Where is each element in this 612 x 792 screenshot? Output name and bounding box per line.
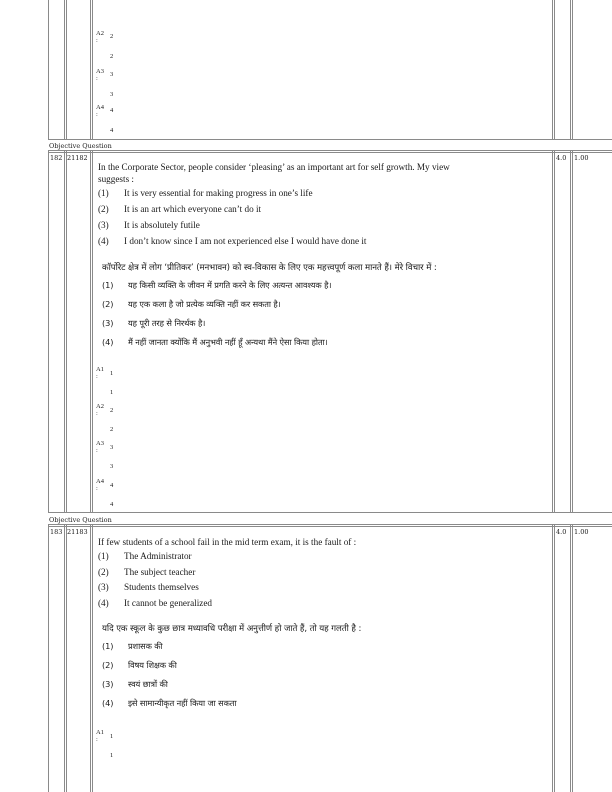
answer-colon: : <box>96 75 98 82</box>
table-border-left <box>48 524 49 792</box>
answer-value: 3 <box>110 444 114 451</box>
table-border <box>570 524 571 792</box>
table-border <box>90 0 91 139</box>
option-en: (2) It is an art which everyone can’t do it <box>98 204 262 214</box>
answer-value: 4 <box>110 482 114 489</box>
option-en: (4) I don’t know since I am not experienced else I would have done it <box>98 236 367 246</box>
table-border <box>554 0 555 139</box>
serial-number: 183 <box>50 528 63 536</box>
table-border <box>66 0 67 139</box>
answer-colon: : <box>96 410 98 417</box>
answer-colon: : <box>96 373 98 380</box>
answer-colon: : <box>96 37 98 44</box>
table-border <box>554 524 555 792</box>
row-divider <box>48 524 612 525</box>
table-border <box>572 524 573 792</box>
answer-label: A2 <box>96 403 104 410</box>
answer-value: 3 <box>110 71 114 78</box>
table-border <box>92 0 93 139</box>
option-en: (3) It is absolutely futile <box>98 220 200 230</box>
option-hi: (1) प्रशासक की <box>102 641 163 651</box>
answer-sub-value: 3 <box>110 91 114 98</box>
table-border <box>90 150 91 512</box>
answer-sub-value: 1 <box>110 752 114 759</box>
answer-value: 4 <box>110 107 114 114</box>
answer-label: A1 <box>96 729 104 736</box>
option-hi: (3) स्वयं छात्रों की <box>102 679 168 689</box>
option-hi: (1) यह किसी व्यक्ति के जीवन में प्रगति करने के लिए अत्यन्त आवश्यक है। <box>102 280 332 290</box>
table-border <box>90 524 91 792</box>
answer-value: 1 <box>110 733 114 740</box>
answer-sub-value: 4 <box>110 127 114 134</box>
negative-marks: 1.00 <box>574 528 589 536</box>
table-border <box>552 524 553 792</box>
answer-sub-value: 2 <box>110 426 114 433</box>
option-hi: (4) मैं नहीं जानता क्योंकि मैं अनुभवी नहीं हूँ अन्यथा मैंने ऐसा किया होता। <box>102 337 328 347</box>
row-divider <box>48 526 612 527</box>
answer-sub-value: 3 <box>110 463 114 470</box>
option-hi: (2) यह एक कला है जो प्रत्येक व्यक्ति नहीं कर सकता है। <box>102 299 281 309</box>
answer-value: 2 <box>110 407 114 414</box>
row-divider <box>48 139 612 140</box>
option-hi: (3) यह पूरी तरह से निरर्थक है। <box>102 318 206 328</box>
option-hi: (4) इसे सामान्यीकृत नहीं किया जा सकता <box>102 698 237 708</box>
table-border <box>570 150 571 512</box>
table-border <box>64 0 65 139</box>
answer-label: A4 <box>96 478 104 485</box>
table-border <box>554 150 555 512</box>
table-border-left <box>48 0 49 139</box>
table-border <box>552 0 553 139</box>
answer-sub-value: 1 <box>110 389 114 396</box>
question-id: 21183 <box>67 528 88 536</box>
row-divider <box>48 512 612 513</box>
table-border <box>572 0 573 139</box>
marks: 4.0 <box>556 528 567 536</box>
answer-value: 1 <box>110 370 114 377</box>
table-border <box>66 524 67 792</box>
option-en: (1) It is very essential for making progress in one’s life <box>98 188 313 198</box>
serial-number: 182 <box>50 154 63 162</box>
question-id: 21182 <box>67 154 88 162</box>
answer-label: A3 <box>96 68 104 75</box>
answer-colon: : <box>96 485 98 492</box>
table-border-left <box>48 150 49 512</box>
table-border <box>66 150 67 512</box>
answer-label: A1 <box>96 366 104 373</box>
table-border <box>92 524 93 792</box>
answer-value: 2 <box>110 33 114 40</box>
answer-colon: : <box>96 736 98 743</box>
answer-label: A4 <box>96 104 104 111</box>
answer-colon: : <box>96 447 98 454</box>
table-border <box>64 150 65 512</box>
question-text-en-cont: suggests : <box>98 174 134 184</box>
answer-sub-value: 2 <box>110 53 114 60</box>
option-en: (3) Students themselves <box>98 582 199 592</box>
negative-marks: 1.00 <box>574 154 589 162</box>
question-text-hi: यदि एक स्कूल के कुछ छात्र मध्यावधि परीक्षा में अनुत्तीर्ण हो जाते हैं, तो यह गलती है : <box>102 624 362 634</box>
question-type-header: Objective Question <box>49 142 112 150</box>
question-text-en: If few students of a school fail in the mid term exam, it is the fault of : <box>98 537 357 547</box>
option-en: (2) The subject teacher <box>98 567 196 577</box>
question-text-en: In the Corporate Sector, people consider ‘pleasing’ as an important art for self growth. My view <box>98 162 450 172</box>
marks: 4.0 <box>556 154 567 162</box>
question-text-hi: कॉर्पोरेट क्षेत्र में लोग ‘प्रीतिकर’ (मनभावन) को स्व-विकास के लिए एक महत्त्वपूर्ण कला मानते हैं। मेरे विचार में : <box>102 263 437 273</box>
table-border <box>64 524 65 792</box>
table-border <box>570 0 571 139</box>
question-type-header: Objective Question <box>49 516 112 524</box>
table-border <box>572 150 573 512</box>
row-divider <box>48 152 612 153</box>
answer-sub-value: 4 <box>110 501 114 508</box>
table-border <box>92 150 93 512</box>
option-en: (4) It cannot be generalized <box>98 598 212 608</box>
option-hi: (2) विषय शिक्षक की <box>102 660 177 670</box>
row-divider <box>48 150 612 151</box>
answer-label: A2 <box>96 30 104 37</box>
answer-colon: : <box>96 111 98 118</box>
answer-label: A3 <box>96 440 104 447</box>
option-en: (1) The Administrator <box>98 551 192 561</box>
table-border <box>552 150 553 512</box>
